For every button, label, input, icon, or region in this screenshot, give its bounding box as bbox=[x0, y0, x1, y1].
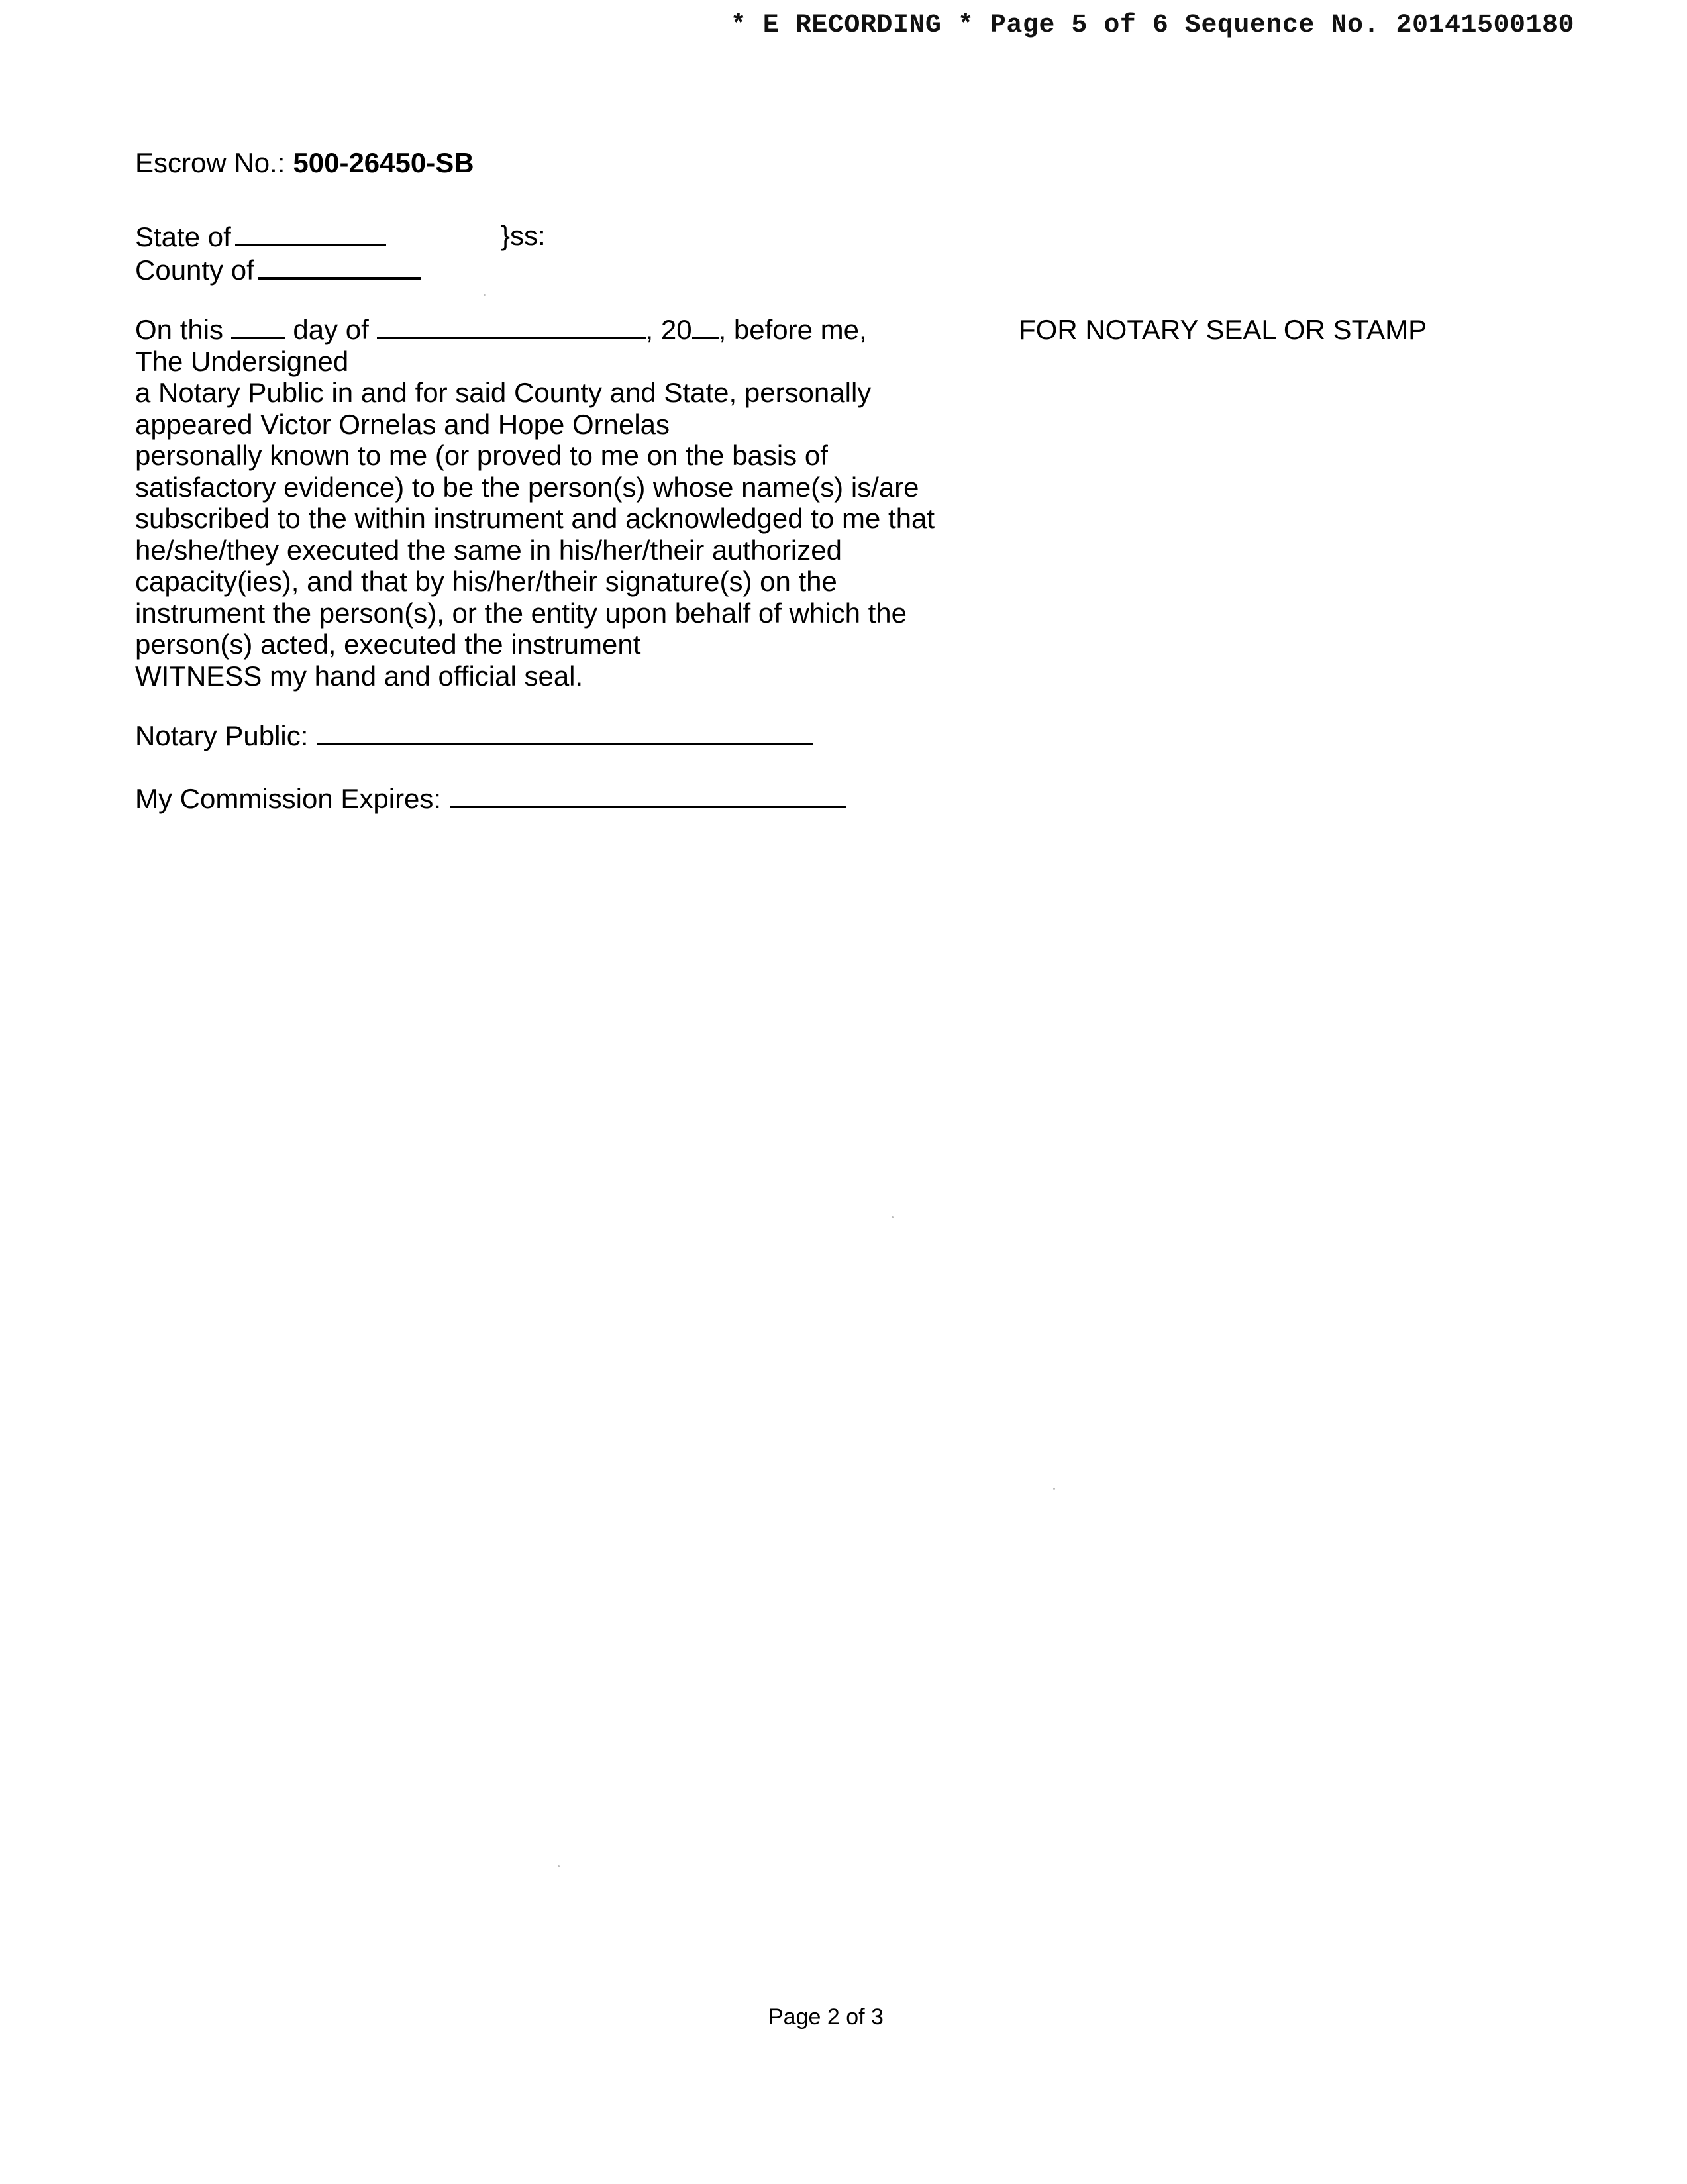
venue-block bbox=[135, 220, 421, 286]
acknowledgment-date-line bbox=[135, 314, 970, 346]
year-prefix: , 20 bbox=[645, 314, 692, 345]
on-this-label: On this bbox=[135, 314, 224, 345]
notary-signature-line bbox=[135, 719, 813, 752]
day-of-label: day of bbox=[293, 314, 369, 345]
county-label: County of bbox=[135, 254, 254, 286]
notary-public-label: Notary Public: bbox=[135, 720, 309, 751]
county-blank bbox=[258, 253, 421, 280]
year-blank bbox=[692, 315, 719, 339]
ack-line: instrument the person(s), or the entity upon behalf of which the bbox=[135, 597, 907, 629]
ack-line: subscribed to the within instrument and acknowledged to me that bbox=[135, 503, 935, 534]
before-me-label: , before me, bbox=[718, 314, 867, 345]
commission-expiry-line bbox=[135, 782, 846, 815]
escrow-label: Escrow No.: bbox=[135, 147, 285, 178]
escrow-number: 500-26450-SB bbox=[293, 147, 474, 178]
month-blank bbox=[377, 315, 646, 339]
ack-line: he/she/they executed the same in his/her/their authorized bbox=[135, 534, 842, 566]
witness-line: WITNESS my hand and official seal. bbox=[135, 660, 584, 692]
state-label: State of bbox=[135, 221, 231, 252]
acknowledgment-body bbox=[135, 314, 970, 692]
officer-name: The Undersigned bbox=[135, 345, 349, 377]
notary-signature-blank bbox=[317, 719, 813, 745]
commission-expires-label: My Commission Expires: bbox=[135, 783, 442, 814]
commission-expiry-blank bbox=[450, 782, 846, 808]
recording-stamp: * E RECORDING * Page 5 of 6 Sequence No. 20141500180 bbox=[730, 11, 1574, 40]
notary-seal-label: FOR NOTARY SEAL OR STAMP bbox=[1019, 314, 1427, 345]
ack-line: appeared Victor Ornelas and Hope Ornelas bbox=[135, 408, 670, 440]
scan-speck bbox=[484, 294, 486, 296]
ack-line: a Notary Public in and for said County and State, personally bbox=[135, 377, 872, 408]
ack-line: personally known to me (or proved to me on the basis of bbox=[135, 440, 828, 471]
ack-line: satisfactory evidence) to be the person(s) whose name(s) is/are bbox=[135, 471, 919, 503]
page-number: Page 2 of 3 bbox=[768, 2004, 884, 2030]
ss-label: }ss: bbox=[501, 220, 546, 251]
scan-speck bbox=[1053, 1488, 1055, 1490]
ack-line: person(s) acted, executed the instrument bbox=[135, 629, 641, 660]
escrow-number-line bbox=[135, 147, 474, 179]
day-blank bbox=[231, 315, 285, 339]
ack-line: capacity(ies), and that by his/her/their signature(s) on the bbox=[135, 566, 837, 597]
scan-speck bbox=[892, 1216, 894, 1218]
state-blank bbox=[235, 220, 386, 246]
scan-speck bbox=[558, 1865, 560, 1867]
